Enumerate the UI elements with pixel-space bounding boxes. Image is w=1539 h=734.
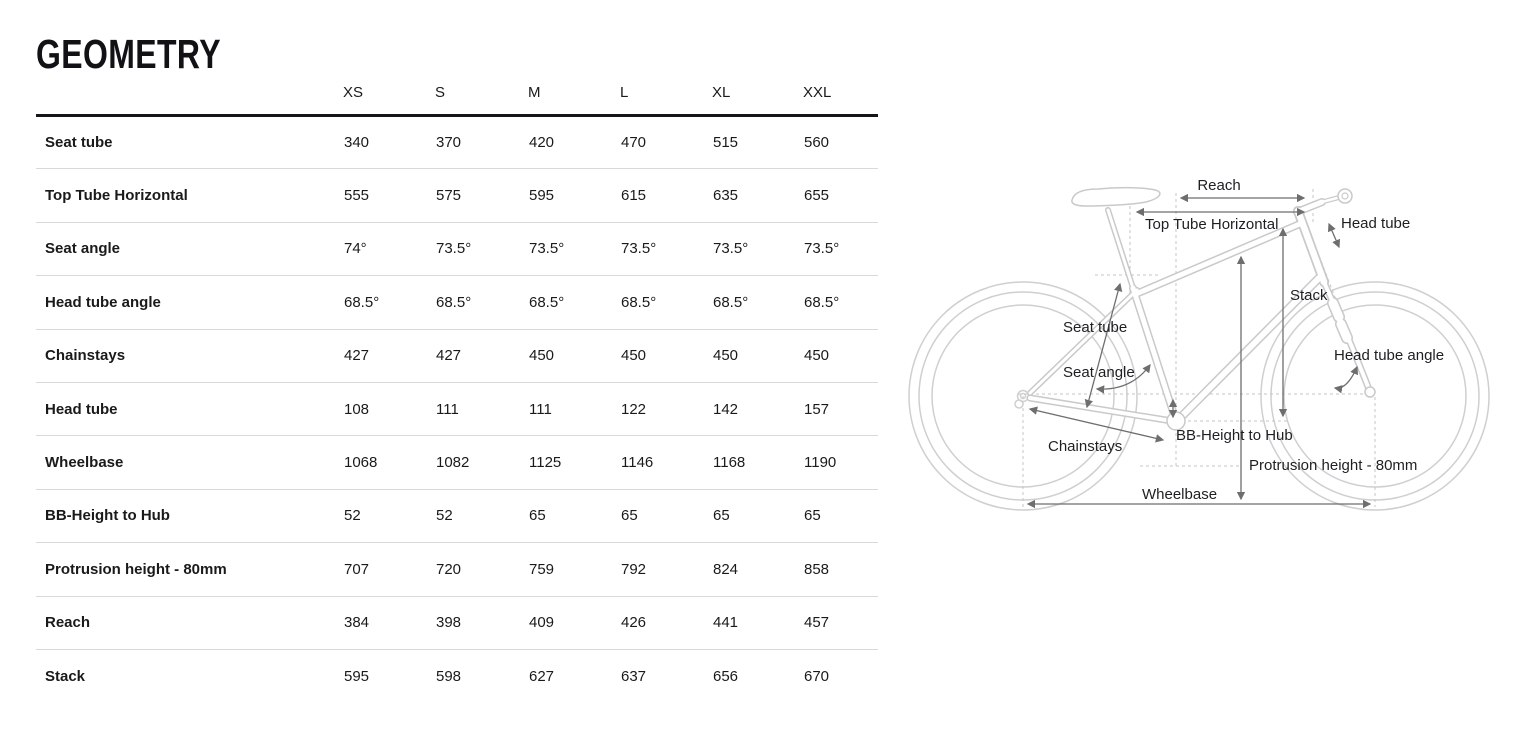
value-cell: 420 <box>529 134 555 152</box>
value-cell: 52 <box>436 507 453 525</box>
table-row <box>36 276 878 329</box>
value-cell: 68.5° <box>344 293 380 311</box>
value-cell: 441 <box>713 614 739 632</box>
table-row <box>36 169 878 222</box>
head-tube-arrow <box>1329 224 1339 247</box>
value-cell: 73.5° <box>529 240 565 258</box>
value-cell: 73.5° <box>436 240 472 258</box>
value-cell: 450 <box>804 347 830 365</box>
table-row <box>36 329 878 382</box>
row-label: Head tube angle <box>45 293 161 311</box>
value-cell: 598 <box>436 667 462 685</box>
size-header-row <box>36 84 878 116</box>
value-cell: 122 <box>621 400 647 418</box>
diagram-labels <box>1048 177 1444 503</box>
table-row <box>36 222 878 275</box>
size-header-xs: XS <box>343 84 435 116</box>
front-dropout <box>1365 387 1375 397</box>
value-cell: 68.5° <box>713 293 749 311</box>
value-cell: 555 <box>344 187 370 205</box>
value-cell: 73.5° <box>621 240 657 258</box>
value-cell: 450 <box>713 347 739 365</box>
table-row <box>36 436 878 489</box>
table-row <box>36 382 878 435</box>
value-cell: 68.5° <box>436 293 472 311</box>
value-cell: 595 <box>344 667 370 685</box>
table-row <box>36 596 878 649</box>
geometry-table-body <box>36 116 878 703</box>
row-label: Wheelbase <box>45 454 124 472</box>
value-cell: 670 <box>804 667 830 685</box>
head-tube-angle-arc <box>1335 367 1357 388</box>
size-header-xxl: XXL <box>803 84 878 116</box>
diagram-label-seat-angle: Seat angle <box>1063 364 1135 381</box>
row-label: Stack <box>45 667 86 685</box>
row-label: Seat angle <box>45 240 121 258</box>
value-cell: 108 <box>344 400 370 418</box>
value-cell: 384 <box>344 614 370 632</box>
saddle <box>1072 188 1160 206</box>
value-cell: 615 <box>621 187 647 205</box>
diagram-label-head-tube-angle: Head tube angle <box>1334 347 1445 364</box>
value-cell: 111 <box>436 400 459 418</box>
value-cell: 457 <box>804 614 830 632</box>
value-cell: 74° <box>344 240 367 258</box>
page-title: GEOMETRY <box>36 31 221 77</box>
value-cell: 426 <box>621 614 647 632</box>
value-cell: 427 <box>344 347 370 365</box>
size-header-l: L <box>620 84 712 116</box>
value-cell: 340 <box>344 134 370 152</box>
diagram-label-head-tube: Head tube <box>1341 215 1411 232</box>
value-cell: 370 <box>436 134 462 152</box>
value-cell: 427 <box>436 347 462 365</box>
value-cell: 409 <box>529 614 555 632</box>
label-column-header <box>36 84 343 116</box>
value-cell: 1082 <box>436 454 470 472</box>
handlebar-grip <box>1338 189 1352 203</box>
value-cell: 1168 <box>713 454 746 472</box>
value-cell: 470 <box>621 134 647 152</box>
geometry-table <box>36 84 878 703</box>
value-cell: 52 <box>344 507 361 525</box>
value-cell: 73.5° <box>804 240 840 258</box>
size-header-m: M <box>528 84 620 116</box>
value-cell: 824 <box>713 560 739 578</box>
value-cell: 637 <box>621 667 647 685</box>
diagram-label-seat-tube: Seat tube <box>1063 319 1128 336</box>
value-cell: 65 <box>529 507 546 525</box>
value-cell: 656 <box>713 667 739 685</box>
row-label: BB-Height to Hub <box>45 507 170 525</box>
value-cell: 1068 <box>344 454 378 472</box>
value-cell: 560 <box>804 134 830 152</box>
table-row <box>36 649 878 702</box>
table-row <box>36 489 878 542</box>
value-cell: 65 <box>713 507 730 525</box>
value-cell: 515 <box>713 134 739 152</box>
row-label: Chainstays <box>45 347 126 365</box>
value-cell: 65 <box>621 507 638 525</box>
value-cell: 635 <box>713 187 739 205</box>
diagram-label-stack: Stack <box>1290 287 1328 304</box>
value-cell: 707 <box>344 560 370 578</box>
value-cell: 595 <box>529 187 555 205</box>
value-cell: 858 <box>804 560 830 578</box>
table-row <box>36 543 878 596</box>
size-header-s: S <box>435 84 528 116</box>
row-label: Head tube <box>45 400 118 418</box>
value-cell: 720 <box>436 560 462 578</box>
row-label: Seat tube <box>45 134 113 152</box>
value-cell: 1190 <box>804 454 837 472</box>
value-cell: 759 <box>529 560 555 578</box>
value-cell: 157 <box>804 400 830 418</box>
bike-geometry-diagram <box>900 140 1539 560</box>
table-row <box>36 116 878 169</box>
value-cell: 450 <box>529 347 555 365</box>
value-cell: 68.5° <box>529 293 565 311</box>
row-label: Protrusion height - 80mm <box>45 560 227 578</box>
value-cell: 142 <box>713 400 739 418</box>
diagram-label-chainstays: Chainstays <box>1048 438 1123 455</box>
value-cell: 450 <box>621 347 647 365</box>
value-cell: 1125 <box>529 454 562 472</box>
diagram-label-protrusion-height: Protrusion height - 80mm <box>1249 457 1418 474</box>
value-cell: 65 <box>804 507 821 525</box>
value-cell: 68.5° <box>621 293 657 311</box>
size-header-xl: XL <box>712 84 803 116</box>
value-cell: 627 <box>529 667 555 685</box>
value-cell: 1146 <box>621 454 654 472</box>
diagram-label-bb-height-to-hub: BB-Height to Hub <box>1176 427 1293 444</box>
value-cell: 575 <box>436 187 462 205</box>
value-cell: 655 <box>804 187 830 205</box>
value-cell: 398 <box>436 614 462 632</box>
value-cell: 792 <box>621 560 647 578</box>
diagram-label-reach: Reach <box>1197 177 1241 194</box>
diagram-label-top-tube-horizontal: Top Tube Horizontal <box>1145 216 1279 233</box>
value-cell: 68.5° <box>804 293 840 311</box>
row-label: Top Tube Horizontal <box>45 187 188 205</box>
value-cell: 111 <box>529 400 552 418</box>
row-label: Reach <box>45 614 91 632</box>
value-cell: 73.5° <box>713 240 749 258</box>
diagram-label-wheelbase: Wheelbase <box>1142 486 1218 503</box>
